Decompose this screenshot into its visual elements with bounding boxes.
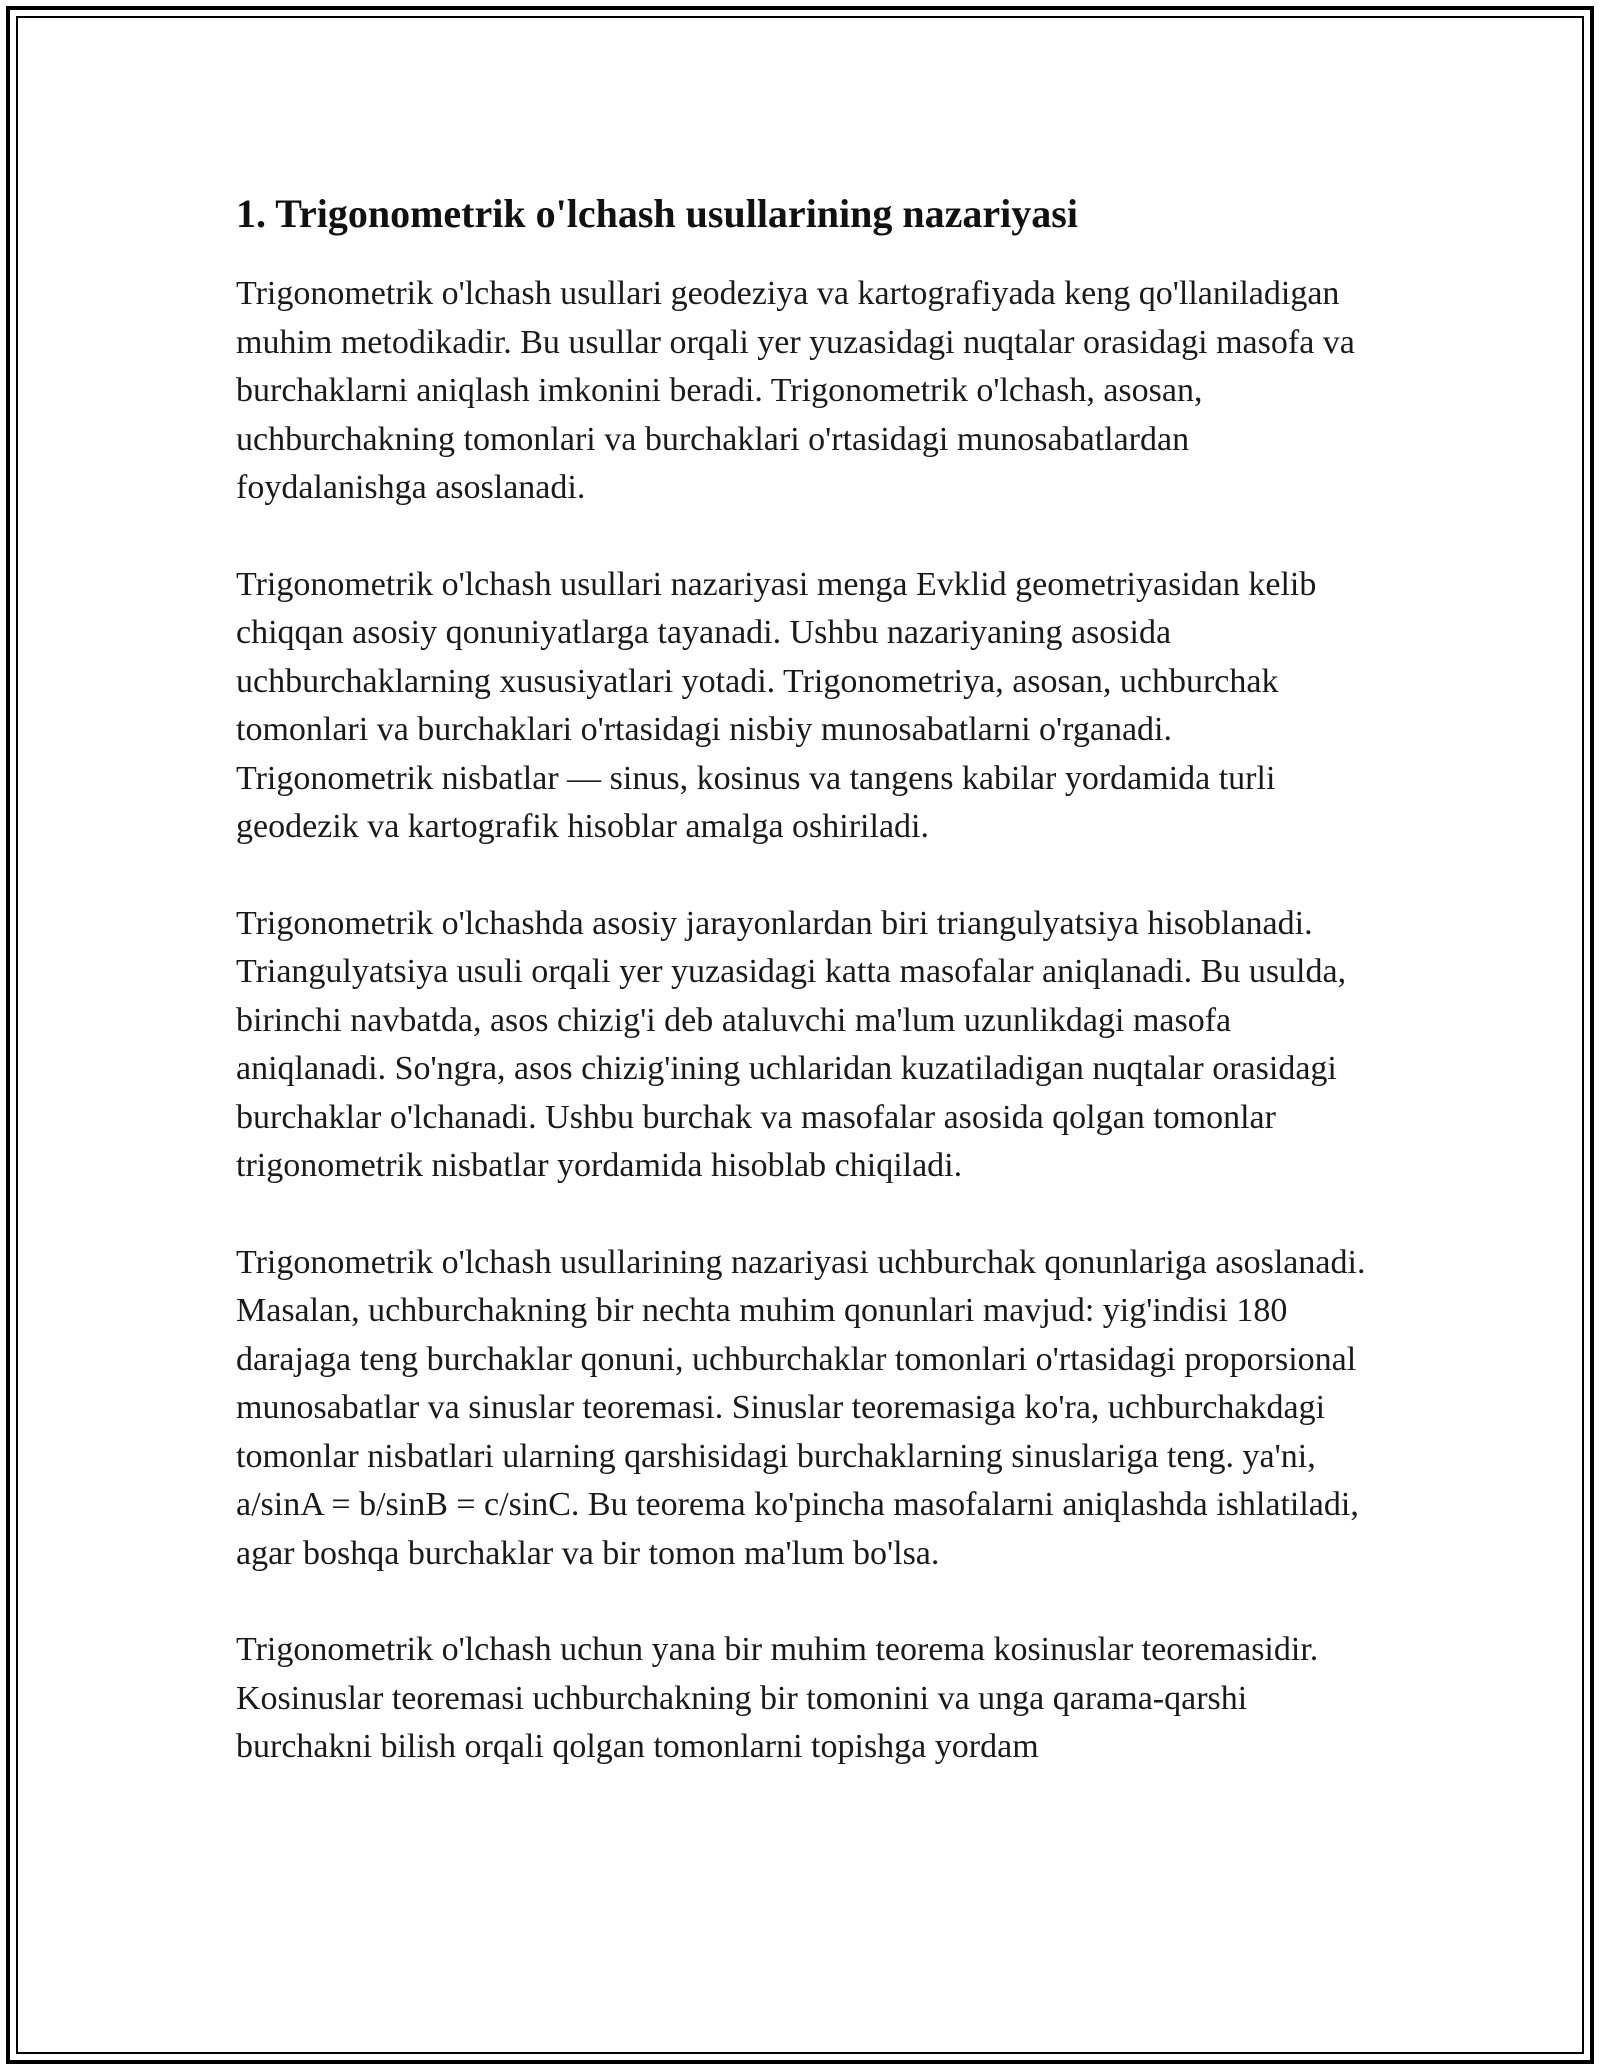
document-body <box>236 186 1366 1772</box>
section-heading: 1. Trigonometrik o'lchash usullarining nazariyasi <box>236 191 1078 236</box>
paragraph-1: Trigonometrik o'lchash usullari geodeziya va kartografiyada keng qo'llaniladigan muhim metodikadir. Bu usullar orqali yer yuzasidagi nuqtalar orasidagi masofa va burchaklarni aniqlash imkonini beradi. Trigonometrik o'lchash, asosan, uchburchakning tomonlari va burchaklari o'rtasidagi munosabatlardan foydalanishga asoslanadi. <box>236 275 1355 506</box>
paragraph-3: Trigonometrik o'lchashda asosiy jarayonlardan biri triangulyatsiya hisoblanadi. Triangulyatsiya usuli orqali yer yuzasidagi katta masofalar aniqlanadi. Bu usulda, birinchi navbatda, asos chizig'i deb ataluvchi ma'lum uzunlikdagi masofa aniqlanadi. So'ngra, asos chizig'ining uchlaridan kuzatiladigan nuqtalar orasidagi burchaklar o'lchanadi. Ushbu burchak va masofalar asosida qolgan tomonlar trigonometrik nisbatlar yordamida hisoblab chiqiladi. <box>236 904 1347 1184</box>
paragraph-2: Trigonometrik o'lchash usullari nazariyasi menga Evklid geometriyasidan kelib chiqqan asosiy qonuniyatlarga tayanadi. Ushbu nazariyaning asosida uchburchaklarning xususiyatlari yotadi. Trigonometriya, asosan, uchburchak tomonlari va burchaklari o'rtasidagi nisbiy munosabatlarni o'rganadi. Trigonometrik nisbatlar — sinus, kosinus va tangens kabilar yordamida turli geodezik va kartografik hisoblar amalga oshiriladi. <box>236 565 1317 845</box>
paragraph-5: Trigonometrik o'lchash uchun yana bir muhim teorema kosinuslar teoremasidir. Kosinuslar teoremasi uchburchakning bir tomonini va unga qarama-qarshi burchakni bilish orqali qolgan tomonlarni topishga yordam <box>236 1631 1319 1765</box>
paragraph-4: Trigonometrik o'lchash usullarining nazariyasi uchburchak qonunlariga asoslanadi. Masalan, uchburchakning bir nechta muhim qonunlari mavjud: yig'indisi 180 darajaga teng burchaklar qonuni, uchburchaklar tomonlari o'rtasidagi proporsional munosabatlar va sinuslar teoremasi. Sinuslar teoremasiga ko'ra, uchburchakdagi tomonlar nisbatlari ularning qarshisidagi burchaklarning sinuslariga teng. ya'ni, a/sinA = b/sinB = c/sinC. Bu teorema ko'pincha masofalarni aniqlashda ishlatiladi, agar boshqa burchaklar va bir tomon ma'lum bo'lsa. <box>236 1243 1366 1572</box>
